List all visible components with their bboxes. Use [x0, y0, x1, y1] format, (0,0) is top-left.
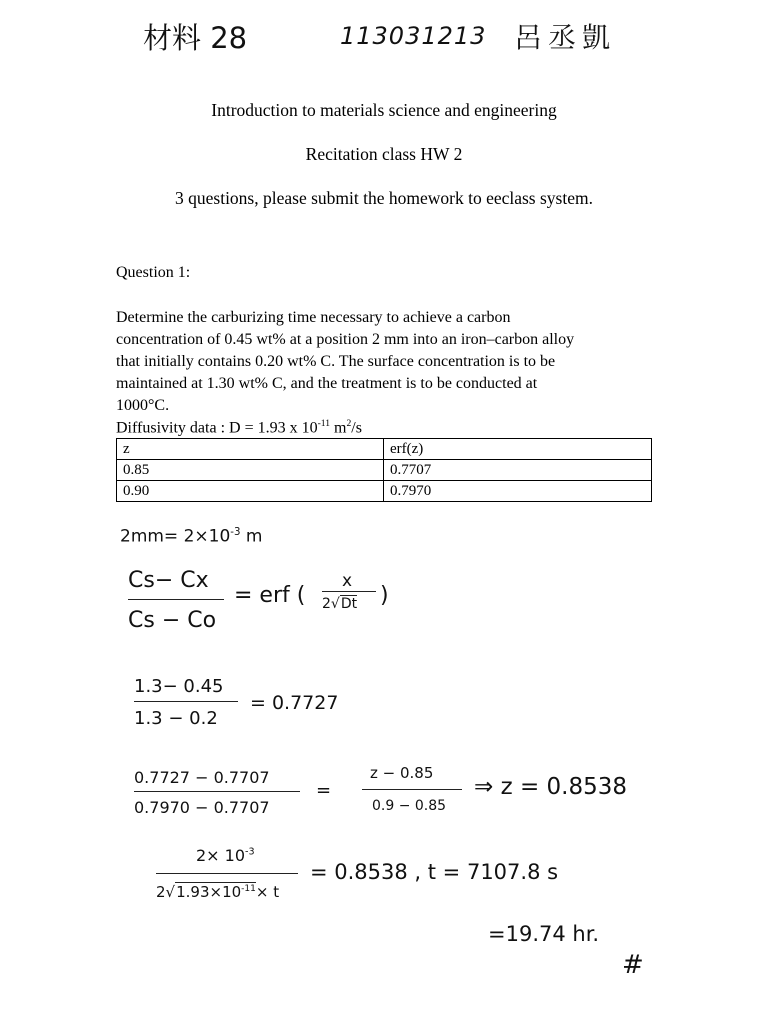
table-cell: 0.7970: [384, 481, 652, 502]
question-line-5: 1000°C.: [116, 397, 170, 414]
eq4-den-root-tail: × t: [255, 883, 280, 901]
student-id: 113031213: [340, 22, 487, 50]
eq3-mid-denominator: 0.9 − 0.85: [372, 798, 447, 814]
table-cell: 0.7707: [384, 460, 652, 481]
eq4-den-pre: 2: [156, 883, 166, 901]
eq4-num-base: 2× 10: [196, 846, 246, 865]
eq3-mid-bar: [362, 789, 462, 790]
eq1-inner-den-pre: 2: [322, 596, 331, 612]
diffusivity-unit-exponent: 2: [346, 418, 352, 429]
eq4-den-root: [175, 882, 256, 901]
eq1-rhs-open: = erf (: [234, 583, 306, 608]
table-header-z: z: [117, 439, 384, 460]
table-row: [117, 481, 652, 502]
eq4-numerator: [196, 846, 255, 865]
class-code: 材料 28: [143, 21, 248, 55]
eq2-numerator: 1.3− 0.45: [134, 676, 224, 697]
eq4-denominator: $2√1.93\times 10^{-11}\times t$: [156, 883, 280, 901]
eq4-result: = 0.8538 , t = 7107.8 s: [310, 860, 559, 884]
solution-unit-conversion: [120, 528, 262, 546]
eq4-fraction-bar: [156, 873, 298, 874]
eq3-numerator: 0.7727 − 0.7707: [134, 768, 270, 787]
question-line-3: that initially contains 0.20 wt% C. The surface concentration is to be: [116, 353, 556, 370]
diffusivity-unit: m: [330, 419, 347, 437]
end-mark: #: [622, 950, 644, 980]
question-label: Question 1:: [116, 264, 191, 281]
eq2-result: = 0.7727: [250, 692, 339, 714]
eq1-rhs-close: ): [380, 583, 389, 608]
eq1-denominator: Cs − Co: [128, 608, 217, 633]
eq2-denominator: 1.3 − 0.2: [134, 708, 218, 729]
table-header-erf: erf(z): [384, 439, 652, 460]
eq4-den-root-exponent: -11: [241, 884, 256, 894]
eq1-inner-bar: [322, 591, 376, 592]
eq1-numerator: Cs− Cx: [128, 568, 209, 593]
submission-note: 3 questions, please submit the homework to eeclass system.: [175, 188, 593, 208]
eq2-fraction-bar: [134, 701, 238, 702]
eq1-inner-den-root: Dt: [340, 596, 358, 612]
eq3-fraction-bar: [134, 791, 300, 792]
table-header-row: [117, 439, 652, 460]
diffusivity-exponent: -11: [317, 418, 331, 429]
eq3-mid-numerator: z − 0.85: [370, 764, 434, 782]
eq1-inner-denominator: 2√Dt: [322, 596, 358, 612]
eq3-result: ⇒ z = 0.8538: [474, 774, 628, 800]
eq4-den-root-base: 1.93×10: [176, 883, 242, 901]
eq1-fraction-bar: [128, 599, 224, 600]
diffusivity-data: [116, 418, 362, 437]
diffusivity-prefix: Diffusivity data : D = 1.93 x 10: [116, 419, 318, 437]
student-name: 呂丞凱: [514, 21, 617, 54]
conversion-exponent: -3: [230, 527, 241, 538]
question-line-1: Determine the carburizing time necessary to achieve a carbon: [116, 309, 511, 326]
table-row: [117, 460, 652, 481]
course-title: Introduction to materials science and engineering: [211, 100, 557, 120]
conversion-base: 2mm= 2×10: [120, 526, 231, 547]
hw-title: Recitation class HW 2: [305, 144, 463, 164]
conversion-unit: m: [240, 526, 263, 547]
table-cell: 0.85: [117, 460, 384, 481]
question-line-2: concentration of 0.45 wt% at a position 2 mm into an iron–carbon alloy: [116, 331, 575, 348]
eq3-equals: =: [316, 780, 332, 801]
question-line-4: maintained at 1.30 wt% C, and the treatment is to be conducted at: [116, 375, 538, 392]
eq1-inner-numerator: x: [342, 571, 353, 591]
eq5-result: =19.74 hr.: [488, 922, 600, 946]
eq3-denominator: 0.7970 − 0.7707: [134, 798, 270, 817]
eq4-num-exponent: -3: [245, 846, 255, 858]
diffusivity-tail: /s: [351, 419, 362, 437]
table-cell: 0.90: [117, 481, 384, 502]
erf-table: [116, 438, 652, 502]
